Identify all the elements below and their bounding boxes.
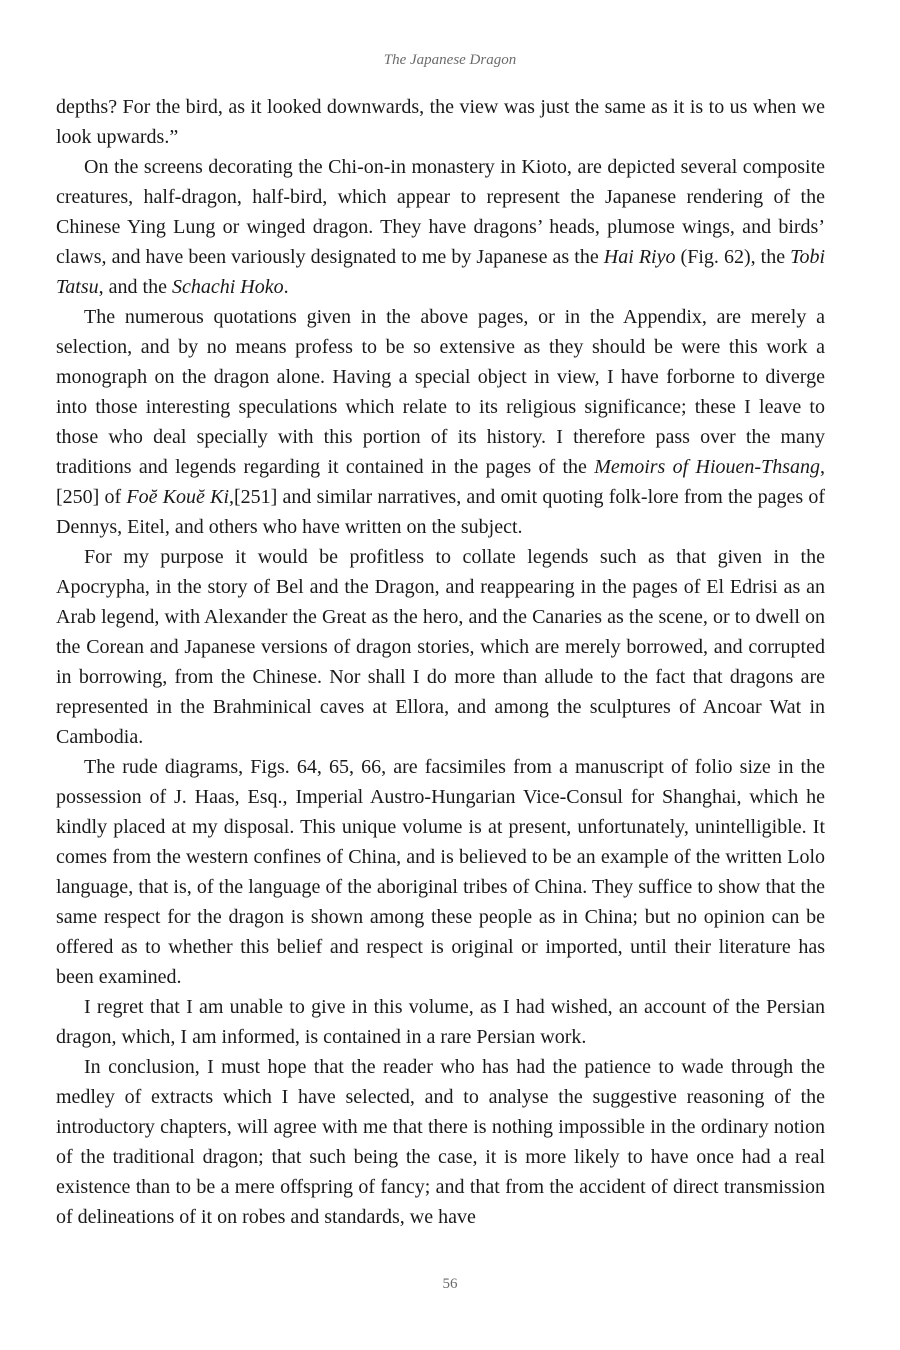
text-run: On the screens decorating the Chi-on-in monastery in Kioto, are depicted several composite creatures, half-dragon, half-bird, which appear to represent the Japanese rendering of the Chinese Ying Lung or winged dragon. They have dragons’ heads, plumose wings, and birds’ claws, and have been variously designated to me by Japanese as the — [56, 156, 825, 268]
body-text — [56, 92, 825, 1232]
paragraph-legends: For my purpose it would be profitless to collate legends such as that given in the Apocrypha, in the story of Bel and the Dragon, and reappearing in the pages of El Edrisi as an Arab legend, with Alexander the Great as the hero, and the Canaries as the scene, or to dwell on the Corean and Japanese versions of dragon stories, which are merely borrowed, and corrupted in borrowing, from the Chinese. Nor shall I do more than allude to the fact that dragons are represented in the Brahminical caves at Ellora, and among the sculptures of Ancoar Wat in Cambodia. — [56, 546, 825, 748]
paragraph-quotations — [56, 302, 825, 542]
text-run: , and the — [98, 276, 172, 298]
text-run: ,[250] of — [56, 456, 825, 508]
paragraph-chi-on-in — [56, 152, 825, 302]
text-run: . — [283, 276, 289, 298]
paragraph-diagrams: The rude diagrams, Figs. 64, 65, 66, are facsimiles from a manuscript of folio size in the possession of J. Haas, Esq., Imperial Austro-Hungarian Vice-Consul for Shanghai, which he kindly placed at my disposal. This unique volume is at present, unfortunately, unintelligible. It comes from the western confines of China, and is believed to be an example of the written Lolo language, that is, of the language of the aboriginal tribes of China. They suffice to show that the same respect for the dragon is shown among these people as in China; but no opinion can be offered as to whether this belief and respect is original or imported, until their literature has been examined. — [56, 756, 825, 988]
paragraph-continuation: depths? For the bird, as it looked downwards, the view was just the same as it is to us when we look upwards.” — [56, 96, 825, 148]
text-run: The numerous quotations given in the above pages, or in the Appendix, are merely a selection, and by no means profess to be so extensive as they should be were this work a monograph on the dragon alone. Having a special object in view, I have forborne to diverge into those interesting speculations which relate to its religious significance; these I leave to those who deal specially with this portion of its history. I therefore pass over the many traditions and legends regarding it contained in the pages of the — [56, 306, 825, 478]
page-number: 56 — [442, 1276, 458, 1292]
italic-title-foe-koue-ki: Foĕ Kouĕ Ki — [126, 486, 230, 508]
paragraph-persian-dragon: I regret that I am unable to give in this volume, as I had wished, an account of the Persian dragon, which, I am informed, is contained in a rare Persian work. — [56, 996, 825, 1048]
italic-term-schachi-hoko: Schachi Hoko — [171, 276, 284, 298]
text-run: (Fig. 62), the — [675, 246, 791, 268]
italic-term-hai-riyo: Hai Riyo — [603, 246, 676, 268]
paragraph-conclusion: In conclusion, I must hope that the reader who has had the patience to wade through the medley of extracts which I have selected, and to analyse the suggestive reasoning of the introductory chapters, will agree with me that there is nothing impossible in the ordinary notion of the traditional dragon; that such being the case, it is more likely to have once had a real existence than to be a mere offspring of fancy; and that from the accident of direct transmission of delineations of it on robes and standards, we have — [56, 1056, 825, 1228]
text-run: ,[251] and similar narratives, and omit quoting folk-lore from the pages of Dennys, Eitel, and others who have written on the subject. — [56, 486, 825, 538]
running-header-title: The Japanese Dragon — [383, 52, 517, 68]
italic-title-memoirs: Memoirs of Hiouen-Thsang — [594, 456, 820, 478]
italic-term-tobi-tatsu: Tobi Tatsu — [56, 246, 826, 298]
